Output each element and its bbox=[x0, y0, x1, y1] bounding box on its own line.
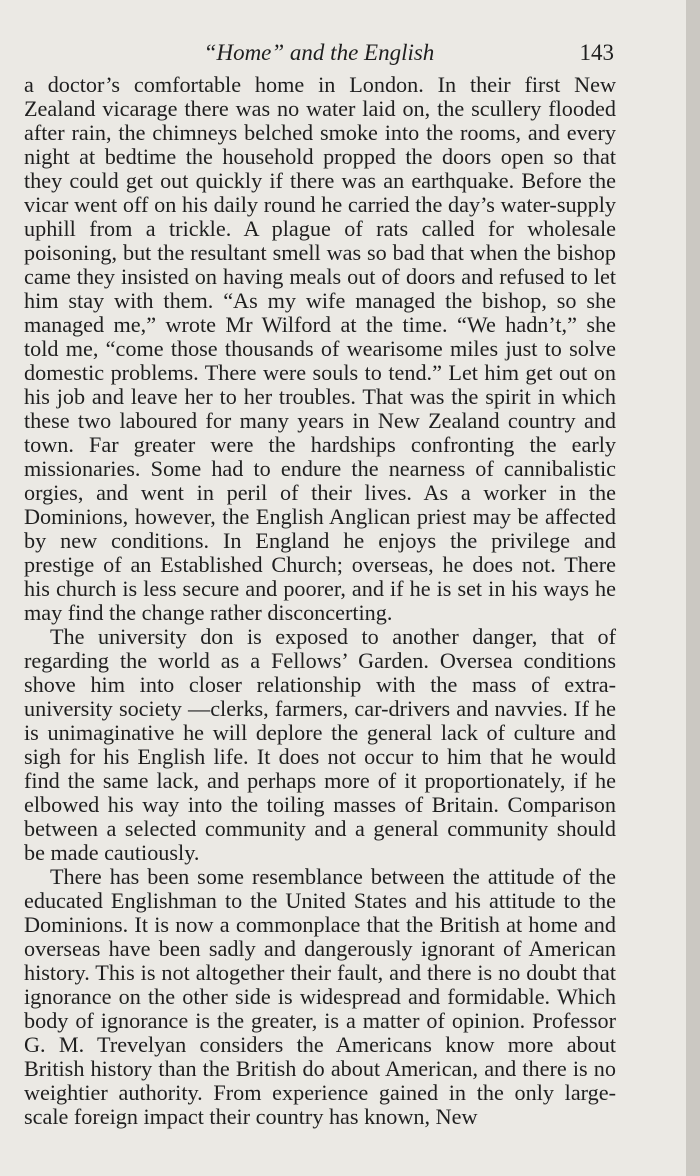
page-header bbox=[24, 40, 614, 74]
body-text bbox=[24, 73, 616, 1129]
page-edge-shadow bbox=[686, 0, 700, 1176]
paragraph-2: The university don is exposed to another danger, that of regarding the world as a Fellows’ Garden. Oversea conditions shove him into closer relationship with the mass of extra-university society —clerks, farmers, car-drivers and navvies. If he is unimaginative he will deplore the general lack of culture and sigh for his English life. It does not occur to him that he would find the same lack, and perhaps more of it proportionately, if he elbowed his way into the toiling masses of Britain. Comparison between a selected community and a general community should be made cautiously. bbox=[24, 624, 616, 865]
paragraph-1: a doctor’s comfortable home in London. In their first New Zealand vicarage there was no water laid on, the scullery flooded after rain, the chimneys belched smoke into the rooms, and every night at bedtime the household propped the doors open so that they could get out quickly if there was an earthquake. Before the vicar went off on his daily round he carried the day’s water-supply uphill from a trickle. A plague of rats called for wholesale poisoning, but the resultant smell was so bad that when the bishop came they insisted on having meals out of doors and refused to let him stay with them. “As my wife managed the bishop, so she managed me,” wrote Mr Wilford at the time. “We hadn’t,” she told me, “come those thousands of wearisome miles just to solve domestic problems. There were souls to tend.” Let him get out on his job and leave her to her troubles. That was the spirit in which these two laboured for many years in New Zealand country and town. Far greater were the hardships confronting the early missionaries. Some had to endure the nearness of cannibalistic orgies, and went in peril of their lives. As a worker in the Dominions, however, the English Anglican priest may be affected by new conditions. In England he enjoys the privilege and prestige of an Established Church; overseas, he does not. There his church is less secure and poorer, and if he is set in his ways he may find the change rather disconcerting. bbox=[24, 72, 616, 625]
running-head: “Home” and the English bbox=[203, 40, 435, 65]
paragraph-3: There has been some resemblance between the attitude of the educated Englishman to the United States and his attitude to the Dominions. It is now a commonplace that the British at home and overseas have been sadly and dangerously ignorant of American history. This is not altogether their fault, and there is no doubt that ignorance on the other side is widespread and formidable. Which body of ignorance is the greater, is a matter of opinion. Professor G. M. Trevelyan considers the Americans know more about British history than the British do about American, and there is no weightier authority. From experience gained in the only large-scale foreign impact their country has known, New bbox=[24, 864, 616, 1129]
page-number: 143 bbox=[579, 40, 614, 65]
